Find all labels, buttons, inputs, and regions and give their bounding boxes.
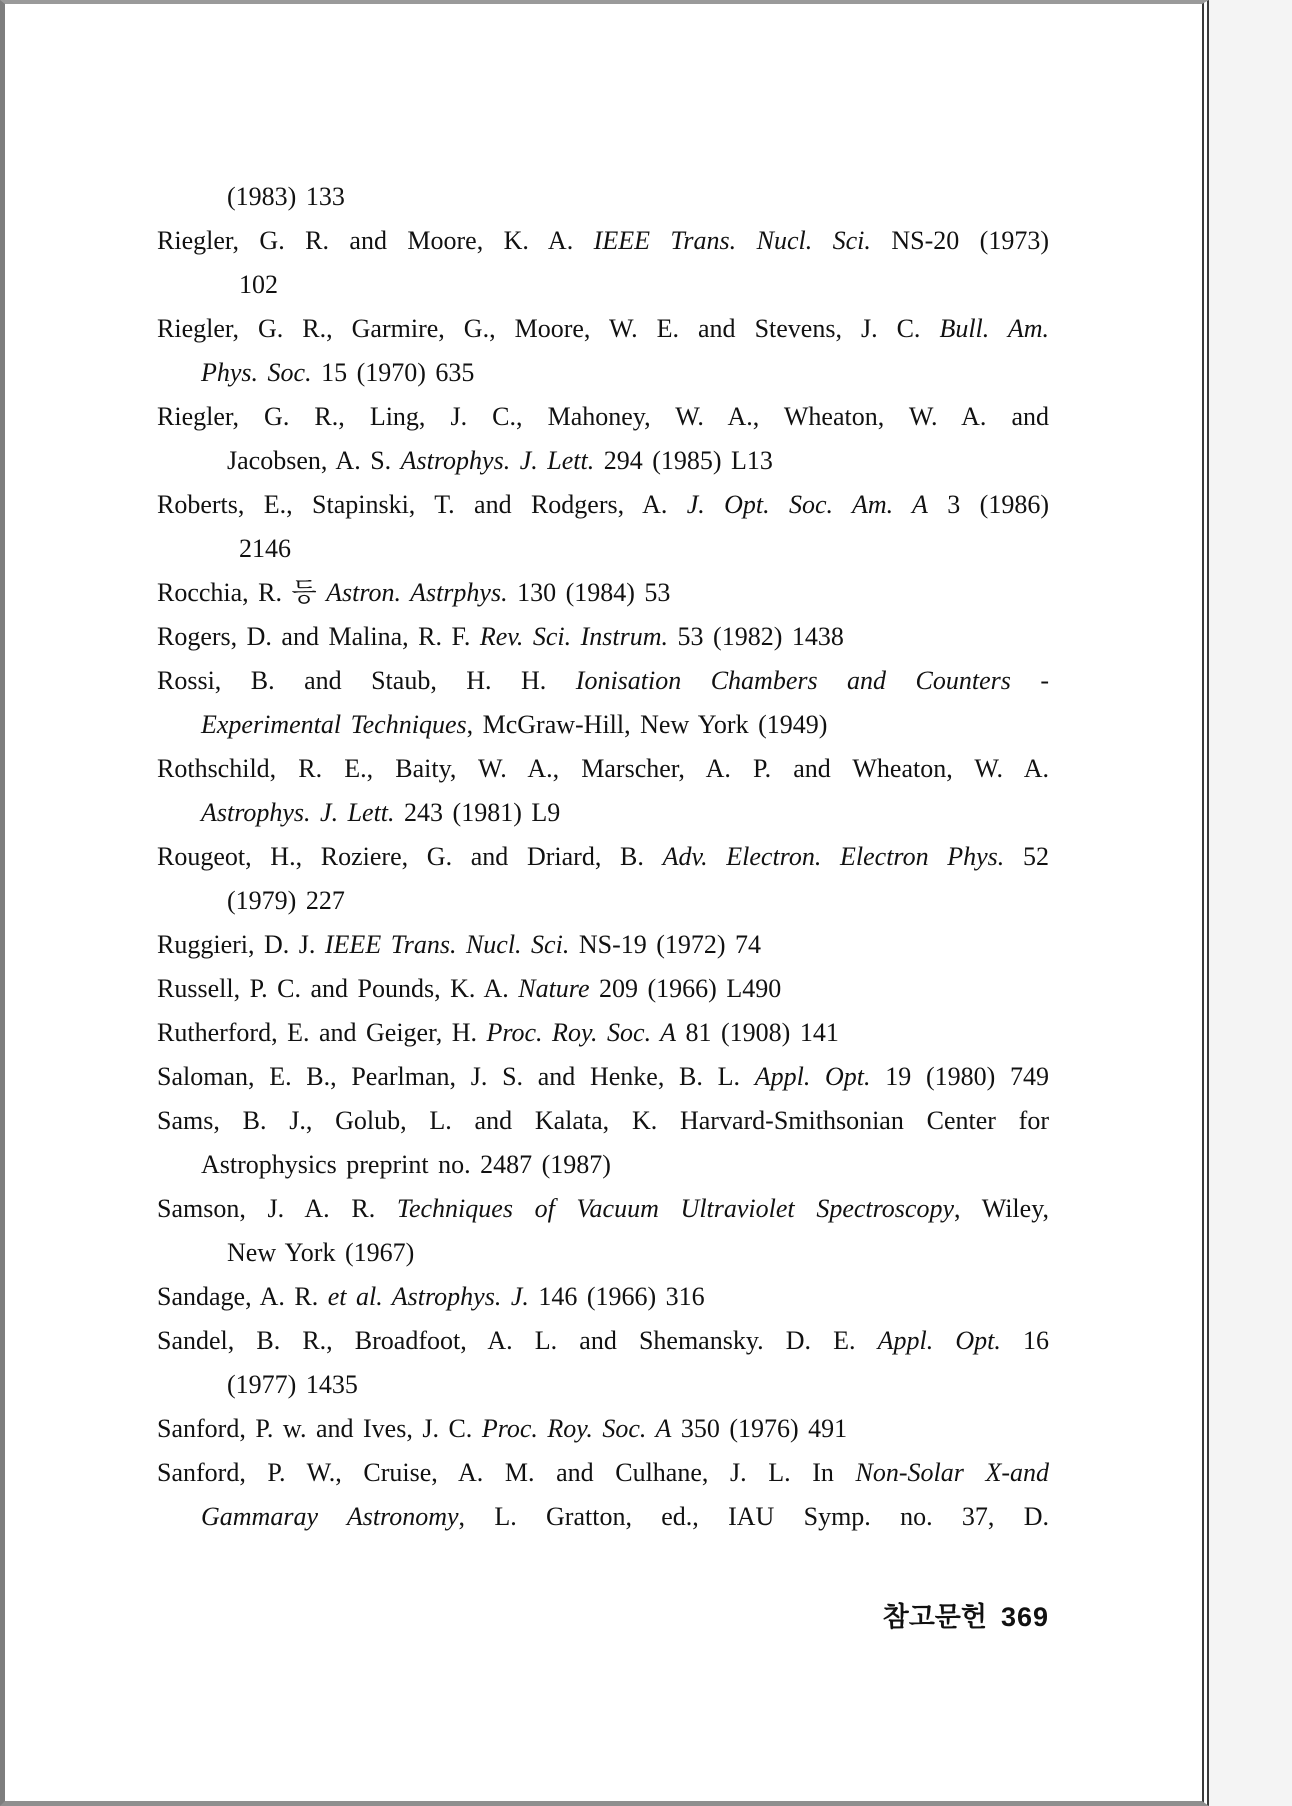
reference-line bbox=[157, 263, 1049, 307]
reference-text: 294 (1985) L13 bbox=[594, 446, 773, 475]
publication-title: Ionisation Chambers and Counters - bbox=[575, 666, 1049, 695]
reference-text: Rougeot, H., Roziere, G. and Driard, B. bbox=[157, 842, 663, 871]
reference-text: 19 (1980) 749 bbox=[870, 1062, 1049, 1091]
reference-text: Roberts, E., Stapinski, T. and Rodgers, A. bbox=[157, 490, 687, 519]
reference-line bbox=[157, 1495, 1049, 1539]
reference-line bbox=[157, 1363, 1049, 1407]
reference-line bbox=[157, 703, 1049, 747]
publication-title: Rev. Sci. Instrum. bbox=[479, 622, 669, 651]
publication-title: Astrophys. J. Lett. bbox=[400, 446, 595, 475]
reference-line bbox=[157, 219, 1049, 263]
publication-title: Techniques of Vacuum Ultraviolet Spectroscopy bbox=[396, 1194, 954, 1223]
publication-title: IEEE Trans. Nucl. Sci. bbox=[324, 930, 570, 959]
reference-text: Riegler, G. R. and Moore, K. A. bbox=[157, 226, 594, 255]
reference-text: Rothschild, R. E., Baity, W. A., Marscher, A. P. and Wheaton, W. A. bbox=[157, 754, 1049, 783]
reference-line bbox=[157, 1187, 1049, 1231]
publication-title: Non-Solar X-and bbox=[855, 1458, 1049, 1487]
reference-text: NS-20 (1973) bbox=[870, 226, 1049, 255]
references-list bbox=[157, 175, 1049, 1539]
reference-text: 102 bbox=[239, 270, 278, 299]
reference-line bbox=[157, 1011, 1049, 1055]
publication-title: Appl. Opt. bbox=[754, 1062, 871, 1091]
reference-text: NS-19 (1972) 74 bbox=[569, 930, 762, 959]
reference-text: Rocchia, R. 등 bbox=[157, 578, 327, 607]
reference-text: Sandage, A. R. bbox=[157, 1282, 328, 1311]
reference-line bbox=[157, 395, 1049, 439]
reference-line bbox=[157, 483, 1049, 527]
reference-text: 15 (1970) 635 bbox=[311, 358, 475, 387]
reference-text: 16 bbox=[1000, 1326, 1050, 1355]
reference-text: 146 (1966) 316 bbox=[528, 1282, 705, 1311]
reference-text: , L. Gratton, ed., IAU Symp. no. 37, D. bbox=[458, 1502, 1050, 1531]
reference-text: Sanford, P. W., Cruise, A. M. and Culhane, J. L. In bbox=[157, 1458, 856, 1487]
reference-line bbox=[157, 527, 1049, 571]
publication-title: Nature bbox=[518, 974, 590, 1003]
reference-text: Rossi, B. and Staub, H. H. bbox=[157, 666, 576, 695]
page-footer bbox=[157, 1595, 1049, 1639]
reference-line bbox=[157, 571, 1049, 615]
reference-line bbox=[157, 835, 1049, 879]
reference-text: Ruggieri, D. J. bbox=[157, 930, 325, 959]
reference-line bbox=[157, 747, 1049, 791]
reference-text: (1979) 227 bbox=[227, 886, 345, 915]
publication-title: IEEE Trans. Nucl. Sci. bbox=[593, 226, 871, 255]
reference-line bbox=[157, 351, 1049, 395]
publication-title: Experimental Techniques bbox=[201, 710, 467, 739]
reference-text: Jacobsen, A. S. bbox=[227, 446, 401, 475]
publication-title: Bull. Am. bbox=[939, 314, 1049, 343]
reference-text: 243 (1981) L9 bbox=[394, 798, 561, 827]
reference-line bbox=[157, 879, 1049, 923]
reference-text: (1977) 1435 bbox=[227, 1370, 358, 1399]
footer-section-label: 참고문헌 bbox=[882, 1602, 987, 1632]
reference-text: Rutherford, E. and Geiger, H. bbox=[157, 1018, 487, 1047]
reference-text: Saloman, E. B., Pearlman, J. S. and Henke, B. L. bbox=[157, 1062, 755, 1091]
reference-line bbox=[157, 791, 1049, 835]
reference-line bbox=[157, 1451, 1049, 1495]
reference-text: Sams, B. J., Golub, L. and Kalata, K. Harvard-Smithsonian Center for bbox=[157, 1106, 1049, 1135]
reference-text: 130 (1984) 53 bbox=[507, 578, 671, 607]
reference-text: Samson, J. A. R. bbox=[157, 1194, 397, 1223]
page-number: 369 bbox=[1000, 1602, 1049, 1632]
reference-text: Russell, P. C. and Pounds, K. A. bbox=[157, 974, 519, 1003]
reference-line bbox=[157, 923, 1049, 967]
publication-title: Proc. Roy. Soc. A bbox=[486, 1018, 676, 1047]
reference-text: Sandel, B. R., Broadfoot, A. L. and Shemansky. D. E. bbox=[157, 1326, 878, 1355]
reference-text: Sanford, P. w. and Ives, J. C. bbox=[157, 1414, 482, 1443]
reference-text: 209 (1966) L490 bbox=[589, 974, 782, 1003]
reference-text: 53 (1982) 1438 bbox=[668, 622, 844, 651]
reference-text: 81 (1908) 141 bbox=[676, 1018, 839, 1047]
reference-text: Rogers, D. and Malina, R. F. bbox=[157, 622, 480, 651]
reference-line bbox=[157, 1231, 1049, 1275]
publication-title: et al. Astrophys. J. bbox=[327, 1282, 529, 1311]
reference-line bbox=[157, 1319, 1049, 1363]
reference-text: Astrophysics preprint no. 2487 (1987) bbox=[201, 1150, 611, 1179]
reference-text: Riegler, G. R., Ling, J. C., Mahoney, W. A., Wheaton, W. A. and bbox=[157, 402, 1049, 431]
reference-line bbox=[157, 439, 1049, 483]
reference-text: 350 (1976) 491 bbox=[671, 1414, 848, 1443]
reference-line bbox=[157, 1275, 1049, 1319]
reference-text: , McGraw-Hill, New York (1949) bbox=[466, 710, 828, 739]
publication-title: Adv. Electron. Electron Phys. bbox=[662, 842, 1005, 871]
publication-title: Astrophys. J. Lett. bbox=[201, 798, 395, 827]
publication-title: Proc. Roy. Soc. A bbox=[481, 1414, 672, 1443]
publication-title: Gammaray Astronomy bbox=[201, 1502, 459, 1531]
reference-line bbox=[157, 1407, 1049, 1451]
publication-title: J. Opt. Soc. Am. A bbox=[686, 490, 928, 519]
references-section bbox=[157, 175, 1049, 1639]
reference-text: Riegler, G. R., Garmire, G., Moore, W. E. and Stevens, J. C. bbox=[157, 314, 940, 343]
reference-text: , Wiley, bbox=[953, 1194, 1049, 1223]
publication-title: Phys. Soc. bbox=[201, 358, 312, 387]
reference-line bbox=[157, 1099, 1049, 1143]
reference-text: 52 bbox=[1004, 842, 1050, 871]
reference-line bbox=[157, 1055, 1049, 1099]
reference-line bbox=[157, 967, 1049, 1011]
publication-title: Astron. Astrphys. bbox=[326, 578, 508, 607]
reference-line bbox=[157, 1143, 1049, 1187]
reference-line bbox=[157, 175, 1049, 219]
reference-text: 3 (1986) bbox=[927, 490, 1049, 519]
reference-line bbox=[157, 307, 1049, 351]
reference-text: New York (1967) bbox=[227, 1238, 415, 1267]
reference-line bbox=[157, 615, 1049, 659]
reference-text: (1983) 133 bbox=[227, 182, 345, 211]
publication-title: Appl. Opt. bbox=[877, 1326, 1001, 1355]
reference-text: 2146 bbox=[239, 534, 291, 563]
reference-line bbox=[157, 659, 1049, 703]
